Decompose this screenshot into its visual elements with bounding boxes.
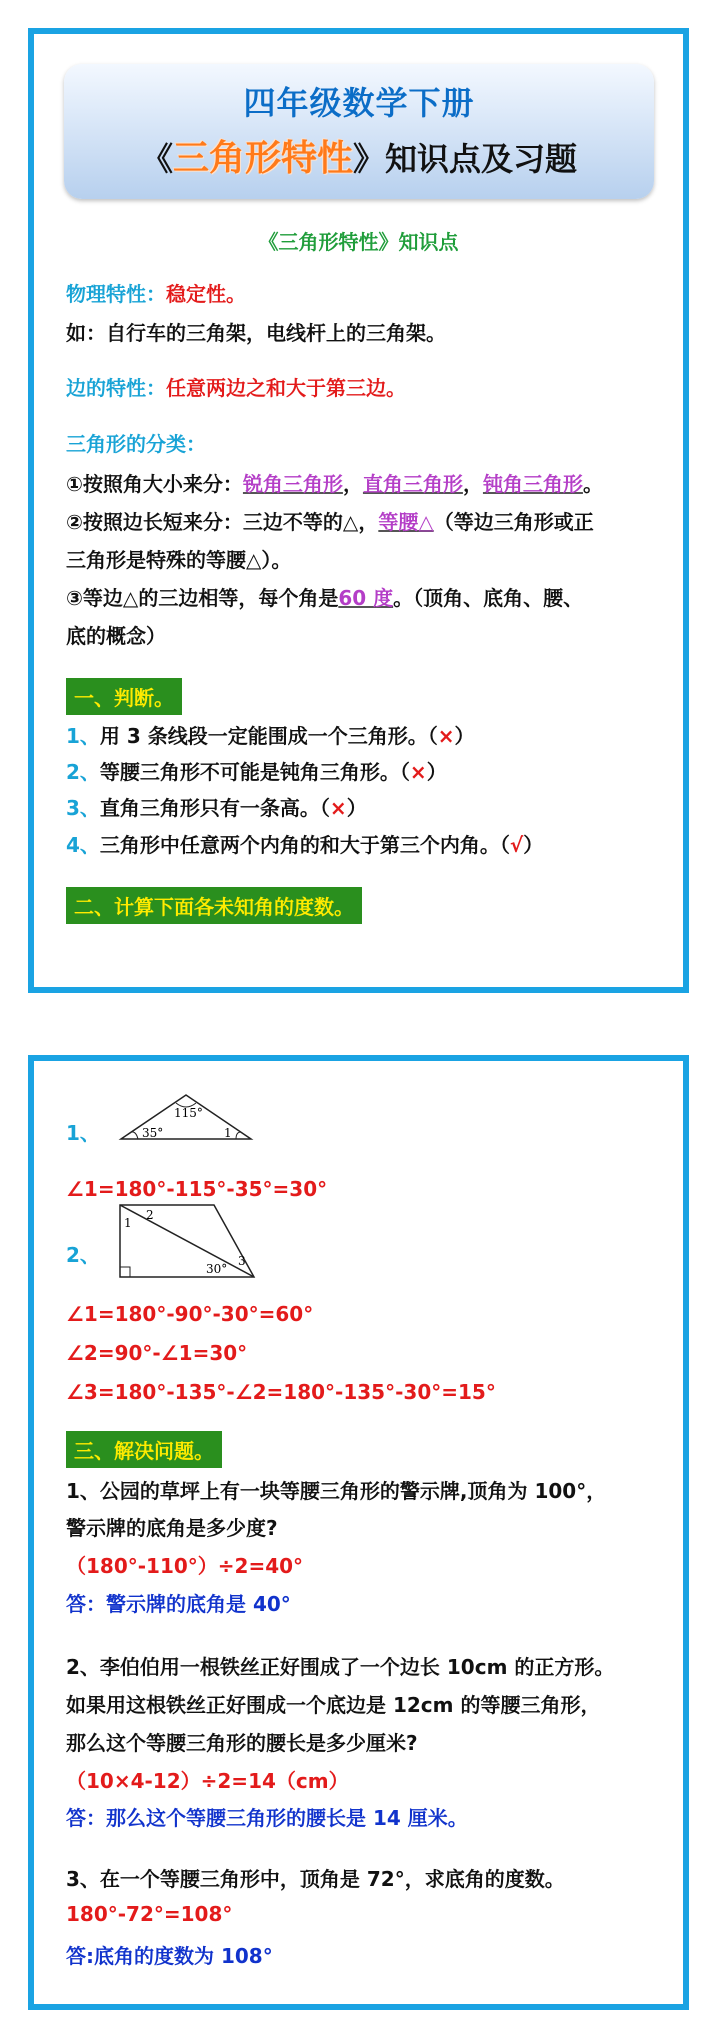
banner-highlight: 三角形特性 <box>172 138 353 179</box>
right-angle-mark <box>120 1267 130 1277</box>
classify1-sep1: ， <box>342 472 363 496</box>
judge-end: ） <box>523 833 544 857</box>
judge-item <box>66 756 447 785</box>
obtuse-triangle: 钝角三角形 <box>482 472 583 496</box>
problem2-line: 如果用这根铁丝正好围成一个底边是 12cm 的等腰三角形， <box>66 1693 601 1717</box>
q2-number: 2、 <box>66 1243 100 1267</box>
q2-answer: ∠1=180°-90°-30°=60° <box>66 1302 314 1326</box>
physical-property <box>66 278 246 307</box>
angle-label-30: 30° <box>206 1262 228 1276</box>
part1-title-wrap <box>66 678 182 715</box>
problem3-answer: 答:底角的度数为 108° <box>66 1944 273 1968</box>
part2-title: 二、计算下面各未知角的度数。 <box>66 887 362 924</box>
classify2-pre: ②按照边长短来分：三边不等的△， <box>66 510 379 534</box>
angle-label-1: 1 <box>224 1126 232 1140</box>
physical-example: 如：自行车的三角架，电线杆上的三角架。 <box>66 321 446 345</box>
problem3-line: 3、在一个等腰三角形中，顶角是 72°，求底角的度数。 <box>66 1867 565 1891</box>
angle-label-35: 35° <box>142 1126 164 1140</box>
problem2-line: 2、李伯伯用一根铁丝正好围成了一个边长 10cm 的正方形。 <box>66 1655 615 1679</box>
angle-label-3: 3 <box>238 1254 246 1268</box>
part3-title: 三、解决问题。 <box>66 1431 222 1468</box>
judge-item <box>66 829 543 858</box>
check-icon: √ <box>509 833 524 857</box>
classify2-post: （等边三角形或正 <box>433 510 594 534</box>
judge-text: 等腰三角形不可能是钝角三角形。（ <box>99 760 410 784</box>
banner-bracket-open: 《 <box>140 140 173 178</box>
banner-title-rest: 》知识点及习题 <box>353 140 578 178</box>
problem1-answer: 答：警示牌的底角是 40° <box>66 1592 291 1616</box>
part1-title: 一、判断。 <box>66 678 182 715</box>
side-value: 任意两边之和大于第三边。 <box>166 376 406 400</box>
judge-end: ） <box>426 760 447 784</box>
side-property <box>66 372 406 401</box>
classify-by-side-cont: 三角形是特殊的等腰△）。 <box>66 548 292 572</box>
sixty-degree: 60 度 <box>338 586 394 610</box>
judge-text: 用 3 条线段一定能围成一个三角形。（ <box>99 724 438 748</box>
judge-item <box>66 720 475 749</box>
part3-title-wrap <box>66 1431 222 1468</box>
judge-num: 2、 <box>66 760 100 784</box>
problem2-answer: 答：那么这个等腰三角形的腰长是 14 厘米。 <box>66 1806 468 1830</box>
q1-number: 1、 <box>66 1121 100 1145</box>
equilateral-note-cont: 底的概念） <box>66 624 166 648</box>
isosceles-triangle: 等腰△ <box>378 510 434 534</box>
section-title: 《三角形特性》知识点 <box>258 230 459 254</box>
angle-label-1: 1 <box>124 1216 132 1230</box>
classify-title: 三角形的分类： <box>66 432 206 456</box>
classify3-post: 。（顶角、底角、腰、 <box>393 586 584 610</box>
q1-answer: ∠1=180°-115°-35°=30° <box>66 1177 328 1201</box>
right-triangle: 直角三角形 <box>362 472 463 496</box>
problem1-line: 1、公园的草坪上有一块等腰三角形的警示牌,顶角为 100°， <box>66 1479 607 1503</box>
judge-text: 三角形中任意两个内角的和大于第三个内角。（ <box>99 833 510 857</box>
physical-label: 物理特性： <box>66 282 166 306</box>
problem2-calc: （10×4-12）÷2=14（cm） <box>66 1769 349 1793</box>
cross-icon: × <box>409 760 427 784</box>
problem2-line: 那么这个等腰三角形的腰长是多少厘米? <box>66 1731 418 1755</box>
judge-num: 3、 <box>66 796 100 820</box>
problem1-line: 警示牌的底角是多少度? <box>66 1516 278 1540</box>
classify-by-angle <box>66 468 603 497</box>
banner-title-line2 <box>64 130 654 181</box>
side-label: 边的特性： <box>66 376 166 400</box>
judge-num: 1、 <box>66 724 100 748</box>
angle-arc <box>236 1132 241 1139</box>
q2-answer: ∠2=90°-∠1=30° <box>66 1341 248 1365</box>
judge-text: 直角三角形只有一条高。（ <box>99 796 330 820</box>
cross-icon: × <box>329 796 347 820</box>
acute-triangle: 锐角三角形 <box>242 472 343 496</box>
angle-label-115: 115° <box>174 1106 203 1120</box>
judge-end: ） <box>346 796 367 820</box>
angle-arc <box>131 1132 138 1139</box>
angle-label-2: 2 <box>146 1208 154 1222</box>
trapezoid-figure <box>114 1201 259 1281</box>
part2-title-wrap <box>66 887 362 924</box>
judge-num: 4、 <box>66 833 100 857</box>
triangle-figure-1 <box>116 1089 256 1145</box>
q2-answer: ∠3=180°-135°-∠2=180°-135°-30°=15° <box>66 1380 496 1404</box>
classify-by-side <box>66 506 594 535</box>
problem1-calc: （180°-110°）÷2=40° <box>66 1554 304 1578</box>
judge-end: ） <box>454 724 475 748</box>
classify1-pre: ①按照角大小来分： <box>66 472 243 496</box>
knowledge-card <box>28 28 689 993</box>
classify3-pre: ③等边△的三边相等，每个角是 <box>66 586 339 610</box>
problem3-calc: 180°-72°=108° <box>66 1902 233 1926</box>
title-banner <box>64 64 654 199</box>
equilateral-note <box>66 582 583 611</box>
classify1-end: 。 <box>582 472 603 496</box>
physical-value: 稳定性。 <box>166 282 246 306</box>
cross-icon: × <box>437 724 455 748</box>
banner-title-line1: 四年级数学下册 <box>243 84 475 122</box>
judge-item <box>66 792 367 821</box>
exercise-card <box>28 1055 689 2010</box>
classify1-sep2: ， <box>462 472 483 496</box>
